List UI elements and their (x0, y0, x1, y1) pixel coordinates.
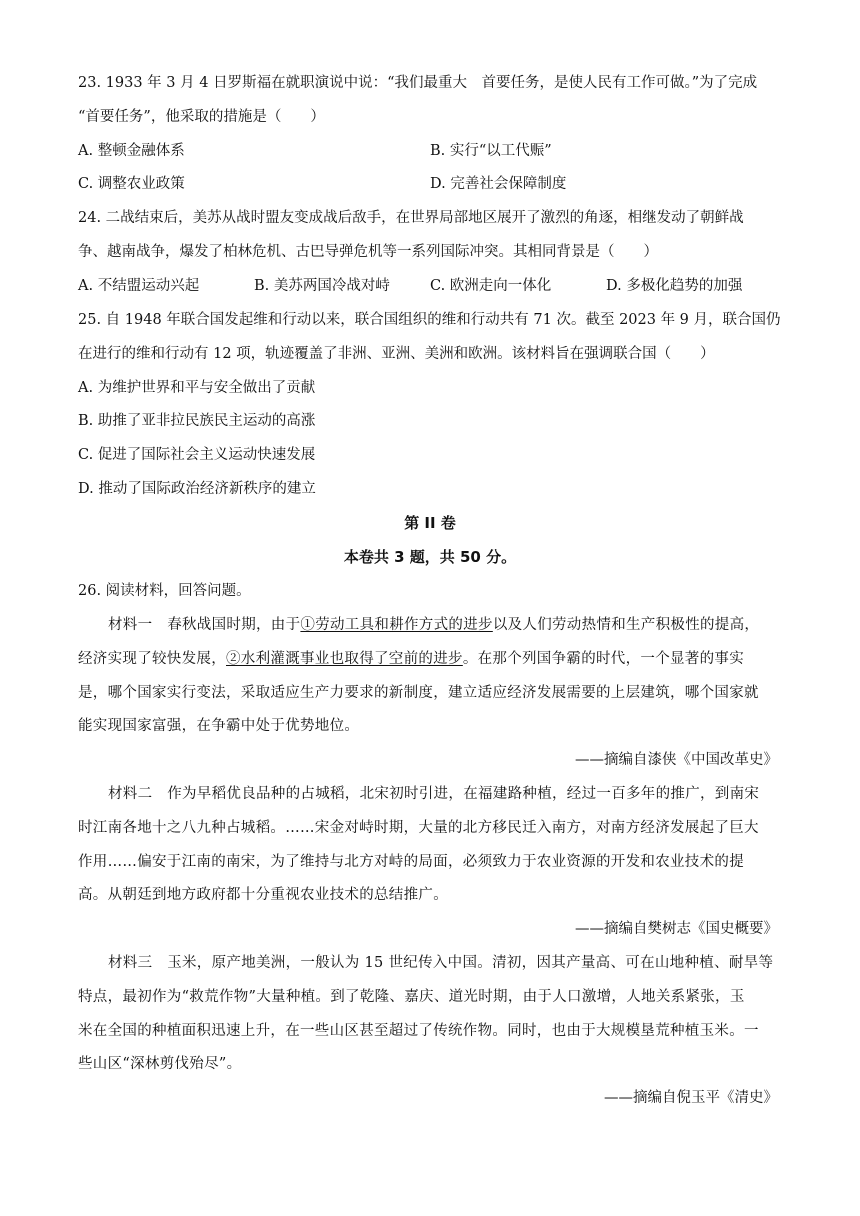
q25-option-c: C. 促进了国际社会主义运动快速发展 (78, 447, 316, 463)
material2-line2: 时江南各地十之八九种占城稻。……宋金对峙时期，大量的北方移民迁入南方，对南方经济发展起了巨大 (78, 820, 759, 836)
q25-stem-line2: 在进行的维和行动有 12 项，轨迹覆盖了非洲、亚洲、美洲和欧洲。该材料旨在强调联合国（ ） (78, 346, 715, 362)
material1-underline-2: ②水利灌溉事业也取得了空前的进步 (226, 651, 463, 667)
material3-line2: 特点，最初作为“救荒作物”大量种植。到了乾隆、嘉庆、道光时期，由于人口激增，人地关系紧张，玉 (78, 989, 745, 1005)
q25-option-d: D. 推动了国际政治经济新秩序的建立 (78, 481, 316, 497)
material2-line3: 作用……偏安于江南的南宋，为了维持与北方对峙的局面，必须致力于农业资源的开发和农业技术的提 (78, 854, 744, 870)
q23-option-b: B. 实行“以工代赈” (430, 143, 552, 159)
section-subtitle: 本卷共 3 题，共 50 分。 (343, 548, 517, 566)
q25-stem-line1: 25. 自 1948 年联合国发起维和行动以来，联合国组织的维和行动共有 71 次。截至 2023 年 9 月，联合国仍 (78, 312, 781, 328)
material1-text: 以及人们劳动热情和生产积极性的提高， (492, 617, 760, 633)
q24-option-a: A. 不结盟运动兴起 (78, 278, 200, 294)
material3-line3: 米在全国的种植面积迅速上升，在一些山区甚至超过了传统作物。同时，也由于大规模垦荒种植玉米。一 (78, 1023, 759, 1039)
material1-text: 经济实现了较快发展， (78, 651, 226, 667)
q24-option-b: B. 美苏两国冷战对峙 (254, 278, 390, 294)
q23-option-c: C. 调整农业政策 (78, 176, 185, 192)
q23-stem-line2: “首要任务”，他采取的措施是（ ） (78, 109, 325, 125)
material1-underline-1: ①劳动工具和耕作方式的进步 (300, 617, 493, 633)
q24-stem-line1: 24. 二战结束后，美苏从战时盟友变成战后敌手，在世界局部地区展开了激烈的角逐，相继发动了朝鲜战 (78, 210, 744, 226)
material1-line3: 是，哪个国家实行变法，采取适应生产力要求的新制度，建立适应经济发展需要的上层建筑，哪个国家就 (78, 685, 759, 701)
q26-intro: 26. 阅读材料，回答问题。 (78, 583, 251, 599)
q23-stem-line1: 23. 1933 年 3 月 4 日罗斯福在就职演说中说：“我们最重大 首要任务，是使人民有工作可做。”为了完成 (78, 75, 758, 91)
material1-line1 (108, 615, 759, 635)
material1-line4: 能实现国家富强，在争霸中处于优势地位。 (78, 718, 360, 734)
q25-option-a: A. 为维护世界和平与安全做出了贡献 (78, 380, 316, 396)
material3-line1: 材料三 玉米，原产地美洲，一般认为 15 世纪传入中国。清初，因其产量高、可在山地种植、耐旱等 (108, 955, 774, 971)
material1-source: ——摘编自漆侠《中国改革史》 (575, 752, 778, 768)
q23-option-d: D. 完善社会保障制度 (430, 176, 567, 192)
material2-source: ——摘编自樊树志《国史概要》 (575, 921, 778, 937)
material3-source: ——摘编自倪玉平《清史》 (604, 1090, 778, 1106)
q23-option-a: A. 整顿金融体系 (78, 143, 185, 159)
material3-line4: 些山区“深林剪伐殆尽”。 (78, 1056, 242, 1072)
section-title: 第 II 卷 (404, 514, 456, 532)
material1-line2 (78, 649, 744, 669)
material2-line1: 材料二 作为早稻优良品种的占城稻，北宋初时引进，在福建路种植，经过一百多年的推广，到南宋 (108, 786, 760, 802)
material1-text: 。在那个列国争霸的时代，一个显著的事实 (462, 651, 745, 667)
material1-text: 材料一 春秋战国时期，由于 (108, 617, 301, 633)
q24-option-c: C. 欧洲走向一体化 (430, 278, 552, 294)
material2-line4: 高。从朝廷到地方政府都十分重视农业技术的总结推广。 (78, 887, 448, 903)
q24-option-d: D. 多极化趋势的加强 (606, 278, 743, 294)
q24-stem-line2: 争、越南战争，爆发了柏林危机、古巴导弹危机等一系列国际冲突。其相同背景是（ ） (78, 244, 658, 260)
q25-option-b: B. 助推了亚非拉民族民主运动的高涨 (78, 413, 316, 429)
